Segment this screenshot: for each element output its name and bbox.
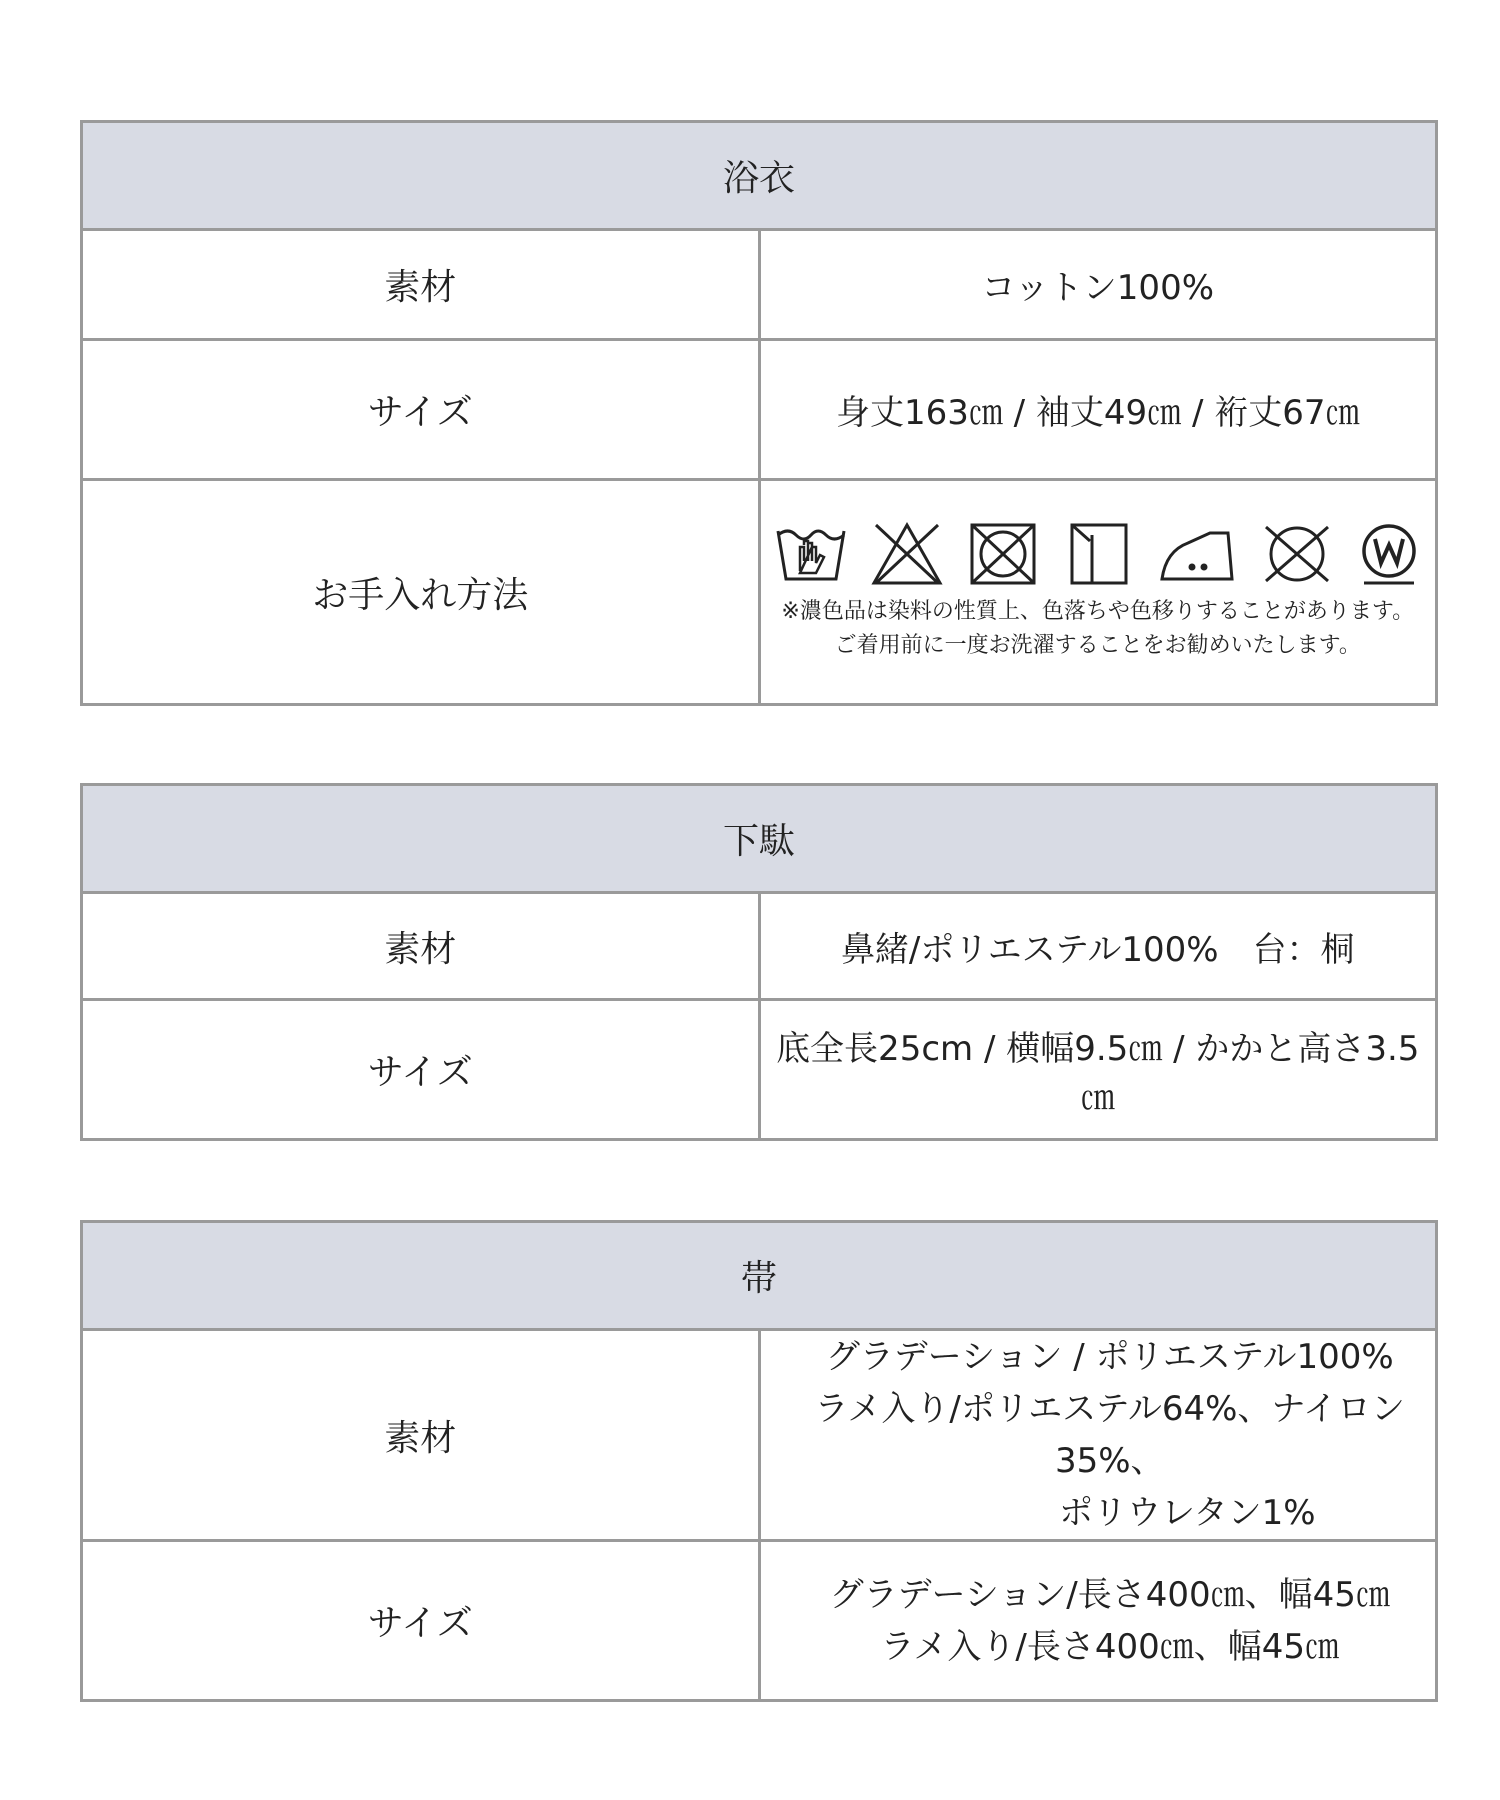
obi-size-label: サイズ	[82, 1541, 760, 1701]
obi-size-line-2: ラメ入り/長さ400㎝、幅45㎝	[880, 1626, 1340, 1667]
obi-material-line-3: ポリウレタン1%	[1058, 1493, 1316, 1533]
geta-spec-table	[80, 783, 1438, 1141]
obi-material-label: 素材	[82, 1330, 760, 1541]
no-bleach-icon	[870, 521, 944, 587]
yukata-spec-table	[80, 120, 1438, 706]
geta-material-value: 鼻緒/ポリエステル100% 台：桐	[759, 893, 1437, 1000]
obi-size-value	[759, 1541, 1437, 1701]
no-tumble-dry-icon	[966, 521, 1040, 587]
hand-wash-icon	[774, 521, 848, 587]
yukata-size-value: 身丈163㎝ / 袖丈49㎝ / 裄丈67㎝	[759, 340, 1437, 480]
no-dry-clean-icon	[1260, 521, 1334, 587]
wet-clean-icon	[1356, 521, 1422, 587]
obi-material-value	[759, 1330, 1437, 1541]
yukata-material-value: コットン100%	[759, 230, 1437, 340]
obi-material-line-1: グラデーション / ポリエステル100%	[825, 1337, 1394, 1377]
care-icons-row	[761, 521, 1436, 587]
care-note-line-2: ご着用前に一度お洗濯することをお勧めいたします。	[834, 633, 1361, 658]
obi-size-line-1: グラデーション/長さ400㎝、幅45㎝	[829, 1574, 1390, 1615]
yukata-care-label: お手入れ方法	[82, 480, 760, 705]
care-note-line-1: ※濃色品は染料の性質上、色落ちや色移りすることがあります。	[781, 599, 1415, 624]
obi-header: 帯	[82, 1222, 1437, 1330]
geta-size-label: サイズ	[82, 1000, 760, 1140]
line-dry-shade-icon	[1062, 521, 1136, 587]
obi-spec-table	[80, 1220, 1438, 1702]
yukata-size-label: サイズ	[82, 340, 760, 480]
geta-size-value: 底全長25cm / 横幅9.5㎝ / かかと高さ3.5㎝	[759, 1000, 1437, 1140]
geta-header: 下駄	[82, 785, 1437, 893]
yukata-header: 浴衣	[82, 122, 1437, 230]
iron-low-icon	[1158, 521, 1238, 587]
yukata-material-label: 素材	[82, 230, 760, 340]
geta-material-label: 素材	[82, 893, 760, 1000]
yukata-care-cell	[759, 480, 1437, 705]
obi-material-line-2: ラメ入り/ポリエステル64%、ナイロン35%、	[814, 1389, 1406, 1481]
